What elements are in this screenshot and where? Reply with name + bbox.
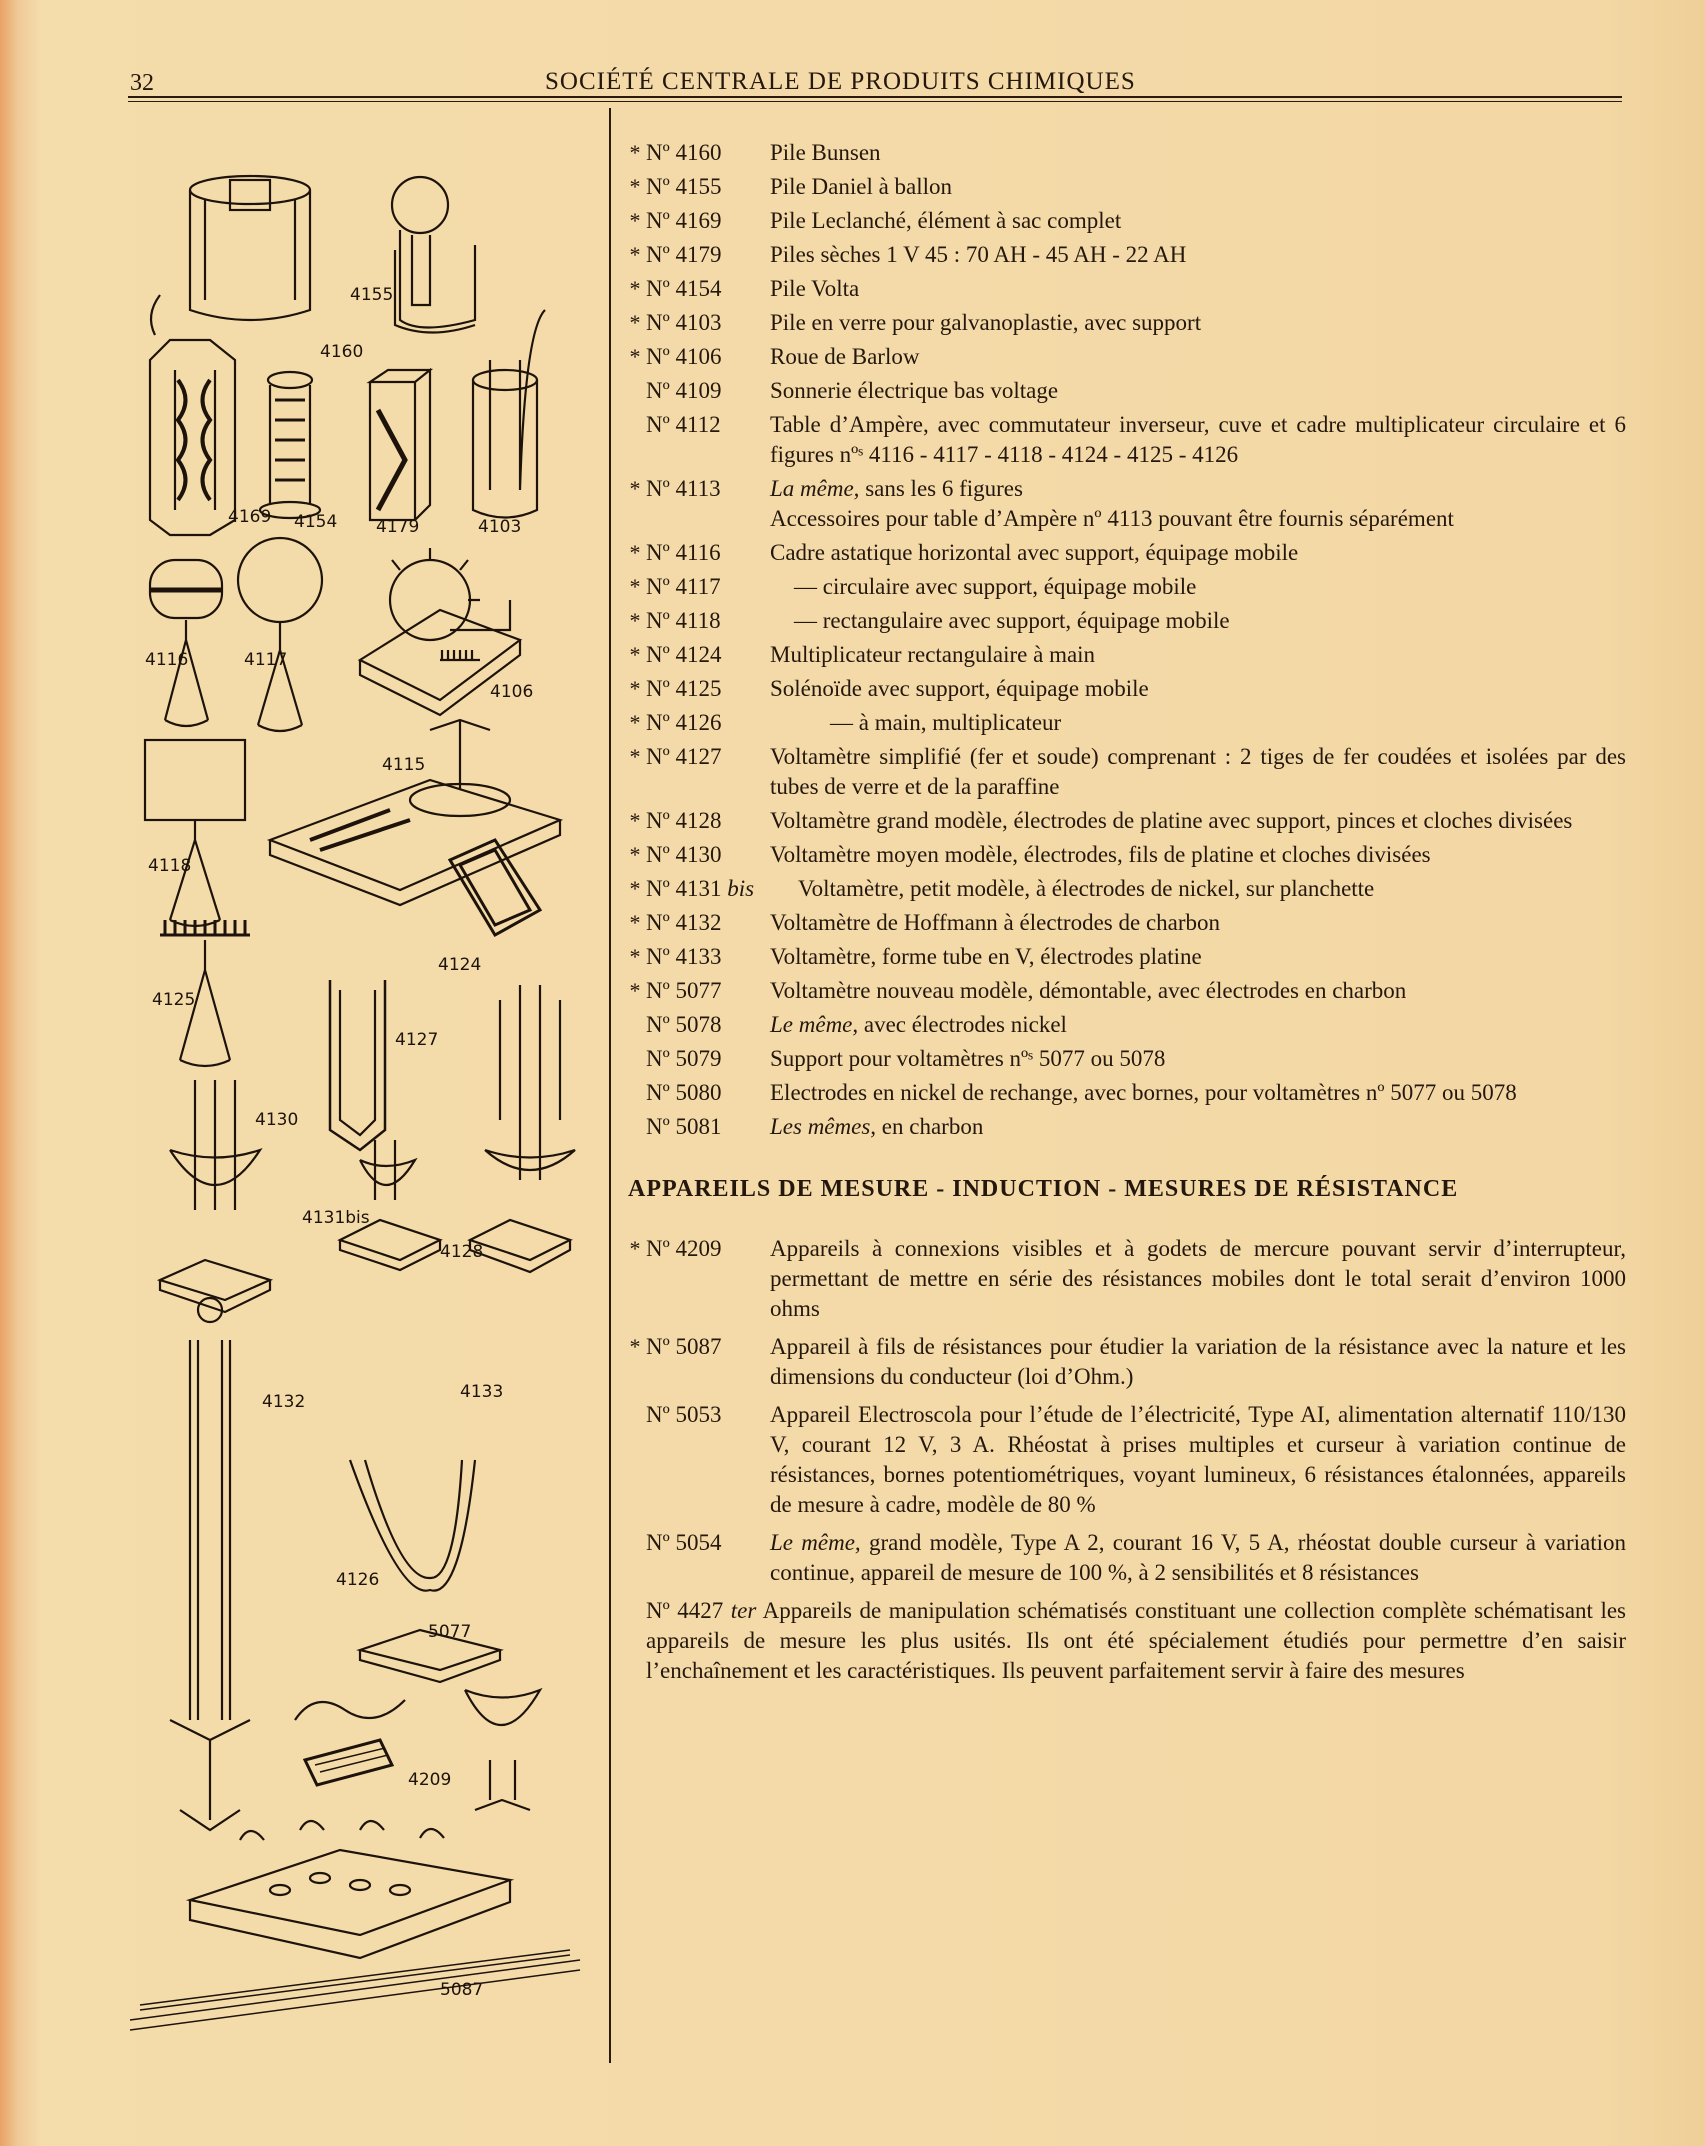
figure-label: 4118 <box>148 856 192 876</box>
figure-label: 4126 <box>336 1570 380 1590</box>
voltametre-grand-drawing <box>470 985 575 1272</box>
voltametre-hoffmann-drawing <box>170 1298 250 1830</box>
figure-label: 4160 <box>320 342 364 362</box>
bobine-main-drawing <box>295 1700 405 1785</box>
figure-label: 4179 <box>376 517 420 537</box>
catalog-entry: * Nº 4155 Pile Daniel à ballon <box>629 174 953 199</box>
catalog-entry: * Nº 4128 Voltamètre grand modèle, électrodes de platine avec support, pinces et cloches divisées <box>629 808 1573 833</box>
catalog-entry: * Nº 4169 Pile Leclanché, élément à sac complet <box>629 208 1122 233</box>
catalog-entry: Nº 5078 Le même, avec électrodes nickel <box>646 1012 1067 1037</box>
catalog-entry: Nº 4112 Table d’Ampère, avec commutateur inverseur, cuve et cadre multiplicateur circulaire et 6 figures nºˢ 4116 - 4117 - 4118 - 4124 - 4125 - 4126 <box>646 412 1626 467</box>
appareil-fils-resistance-drawing <box>130 1950 580 2030</box>
pile-bunsen-drawing <box>190 176 310 320</box>
cadre-rectangulaire-drawing <box>145 740 245 926</box>
section-heading: APPAREILS DE MESURE - INDUCTION - MESURES DE RÉSISTANCE <box>628 1176 1459 1202</box>
running-title: SOCIÉTÉ CENTRALE DE PRODUITS CHIMIQUES <box>545 68 1136 95</box>
figure-label: 4128 <box>440 1242 484 1262</box>
voltametre-moyen-drawing <box>160 1080 270 1312</box>
figure-label: 5077 <box>428 1622 472 1642</box>
figure-label: 4132 <box>262 1392 306 1412</box>
catalog-entry: Nº 5080 Electrodes en nickel de rechange, avec bornes, pour voltamètres nº 5077 ou 5078 <box>646 1080 1517 1105</box>
catalog-entry: * Nº 4127 Voltamètre simplifié (fer et soude) comprenant : 2 tiges de fer coudées et isolées par des tubes de verre et de la paraffine <box>629 744 1626 799</box>
catalog-entry: * Nº 4154 Pile Volta <box>629 276 860 301</box>
catalog-entry: * Nº 4116 Cadre astatique horizontal avec support, équipage mobile <box>629 540 1299 565</box>
cadre-astatique-drawing <box>150 560 222 726</box>
figure-label: 4103 <box>478 517 522 537</box>
figure-label: 4133 <box>460 1382 504 1402</box>
catalog-entry: Nº 4109 Sonnerie électrique bas voltage <box>646 378 1059 403</box>
figure-label: 5087 <box>440 1980 484 2000</box>
figure-label: 4124 <box>438 955 482 975</box>
figure-label: 4130 <box>255 1110 299 1130</box>
catalog-entry: * Nº 4132 Voltamètre de Hoffmann à électrodes de charbon <box>629 910 1221 935</box>
figure-label: 4116 <box>145 650 189 670</box>
figure-label: 4117 <box>244 650 288 670</box>
catalog-entry: * Nº 4106 Roue de Barlow <box>629 344 920 369</box>
catalog-entry: Nº 5079 Support pour voltamètres nºˢ 5077 ou 5078 <box>646 1046 1166 1071</box>
catalog-entry: * Nº 4131 bis Voltamètre, petit modèle, à électrodes de nickel, sur planchette <box>629 876 1375 901</box>
illustrations-column <box>130 160 600 2040</box>
figure-label: 4155 <box>350 285 394 305</box>
catalog-entry: * Nº 4179 Piles sèches 1 V 45 : 70 AH - 45 AH - 22 AH <box>629 242 1187 267</box>
catalog-entry: * Nº 4117 — circulaire avec support, équipage mobile <box>629 574 1197 599</box>
catalog-entry: Nº 5053 Appareil Electroscola pour l’étude de l’électricité, Type AI, alimentation alternatif 110/130 V, courant 12 V, 3 A. Rhéostat à prises multiples et curseur à variation continue de résistances, bornes potentiométriques, voyant lumineux, 6 résistances étalonnées, appareils de mesure à cadre, modèle de 80 % <box>646 1402 1626 1517</box>
pile-leclanche-drawing <box>150 295 235 535</box>
voltametre-simplifie-drawing <box>330 980 385 1150</box>
voltametre-petit-drawing <box>340 1140 440 1270</box>
figure-label: 4209 <box>408 1770 452 1790</box>
figure-label: 4106 <box>490 682 534 702</box>
apparatus-drawings <box>130 160 600 2040</box>
catalog-entry: * Nº 4113 La même, sans les 6 figures Accessoires pour table d’Ampère nº 4113 pouvant être fournis séparément <box>629 476 1454 531</box>
catalog-entry: * Nº 4125 Solénoïde avec support, équipage mobile <box>629 676 1149 701</box>
column-divider <box>609 108 611 2063</box>
pile-daniel-drawing <box>392 177 475 333</box>
figure-label: 4115 <box>382 755 426 775</box>
appareil-connexions-drawing <box>190 1821 510 1958</box>
figure-label: 4131bis <box>302 1208 370 1228</box>
catalog-entry: * Nº 4130 Voltamètre moyen modèle, électrodes, fils de platine et cloches divisées <box>629 842 1431 867</box>
figure-label: 4127 <box>395 1030 439 1050</box>
header-rule-thin <box>128 101 1622 102</box>
header-rule <box>128 96 1622 98</box>
catalog-entry: Nº 5054 Le même, grand modèle, Type A 2, courant 16 V, 5 A, rhéostat double curseur à variation continue, appareil de mesure de 100 %, à 2 sensibilités et 8 résistances <box>646 1530 1626 1585</box>
catalog-entry: Nº 5081 Les mêmes, en charbon <box>646 1114 984 1139</box>
cadre-circulaire-drawing <box>238 538 322 731</box>
catalog-entry: * Nº 4160 Pile Bunsen <box>629 140 881 165</box>
catalog-list <box>624 138 1626 1694</box>
page-header <box>0 66 1705 106</box>
catalog-entry: * Nº 4209 Appareils à connexions visibles et à godets de mercure pouvant servir d’interrupteur, permettant de mettre en série des résistances mobiles dont le total serait d’environ 1000 ohms <box>629 1236 1626 1321</box>
figure-label: 4154 <box>294 512 338 532</box>
pile-seche-drawing <box>370 370 430 520</box>
catalog-entry: * Nº 4126 — à main, multiplicateur <box>629 710 1062 735</box>
catalog-entry: * Nº 5077 Voltamètre nouveau modèle, démontable, avec électrodes en charbon <box>629 978 1407 1003</box>
pile-volta-drawing <box>260 372 320 518</box>
catalog-entry: * Nº 5087 Appareil à fils de résistances pour étudier la variation de la résistance avec la nature et les dimensions du conducteur (loi d’Ohm.) <box>629 1334 1626 1389</box>
catalog-entry: Nº 4427 ter Appareils de manipulation schématisés constituant une collection complète schématisant les appareils de mesure les plus usités. Ils ont été spécialement étudiés pour permettre d’en saisir l’enchaînement et les caractéristiques. Ils peuvent parfaitement servir à faire des mesures <box>646 1598 1627 1683</box>
figure-label: 4169 <box>228 507 272 527</box>
catalog-entry: * Nº 4124 Multiplicateur rectangulaire à main <box>629 642 1096 667</box>
page-number: 32 <box>130 70 154 96</box>
pile-verre-drawing <box>473 310 545 518</box>
catalog-entry: * Nº 4133 Voltamètre, forme tube en V, électrodes platine <box>629 944 1202 969</box>
catalog-entry: * Nº 4118 — rectangulaire avec support, équipage mobile <box>629 608 1230 633</box>
multiplicateur-drawing <box>450 840 540 935</box>
figure-label: 4125 <box>152 990 196 1010</box>
catalog-entry: * Nº 4103 Pile en verre pour galvanoplastie, avec support <box>629 310 1202 335</box>
voltametre-nouveau-drawing <box>465 1690 540 1810</box>
